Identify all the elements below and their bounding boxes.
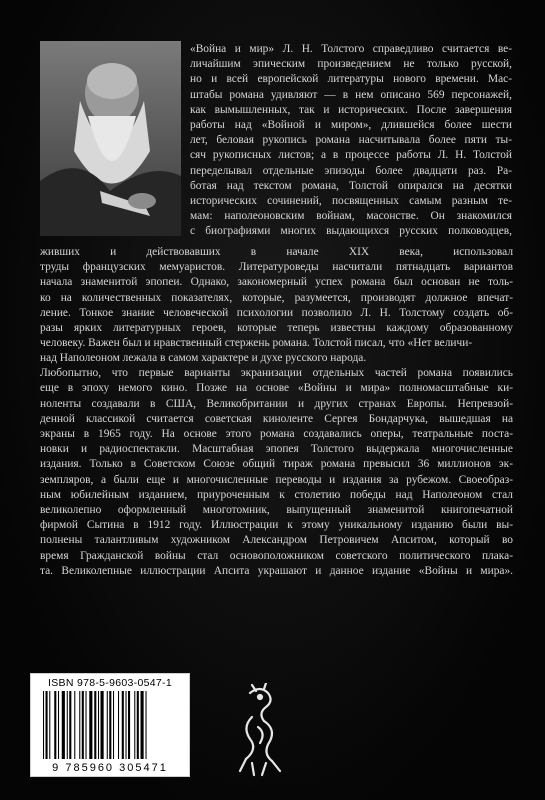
barcode-bar <box>113 691 114 759</box>
text-line: время Гражданской войны стал основоположником советского политического плака- <box>40 549 513 562</box>
barcode-bar <box>122 691 124 759</box>
text-line: лет, беловая рукопись романа насчитывала более пяти ты- <box>190 134 512 147</box>
text-line: начала знаменитой эпопеи. Однако, закономерный успех романа был основан не толь- <box>40 276 513 289</box>
barcode-bar <box>128 691 130 759</box>
barcode-bar <box>134 691 135 759</box>
annotation-adaptations <box>40 351 513 579</box>
barcode <box>30 673 190 777</box>
barcode-bar <box>126 691 127 759</box>
barcode-bar <box>67 691 68 759</box>
text-line: человеку. Важен был и нравственный стержень романа. Толстой писал, что «Нет величи- <box>40 337 473 350</box>
barcode-bar <box>79 691 80 759</box>
text-line: полнены талантливым художником Александром Петровичем Апситом, который во <box>40 534 513 547</box>
text-line: сяч рукописных листов; а в процессе работы Л. Н. Толстой <box>190 149 512 162</box>
text-line: фирмой Сытина в 1912 году. Иллюстрации к этому уникальному изданию были вы- <box>40 519 513 532</box>
dragon-emblem-icon <box>232 683 292 778</box>
barcode-bar <box>82 691 84 759</box>
text-line: переделывал отдельные эпизоды более двадцати раз. Ра- <box>190 164 512 177</box>
text-line: работы над «Войной и миром», длившейся более шести <box>190 119 512 132</box>
text-line: ноленты создавали в США, Великобритании и других странах Европы. Непревзой- <box>40 397 513 410</box>
barcode-bar <box>58 691 59 759</box>
text-line: «Война и мир» Л. Н. Толстого справедливо считается ве- <box>190 43 512 55</box>
text-line: великолепно оформленный многотомник, выпущенный знаменитой книгопечатной <box>40 504 513 517</box>
author-portrait <box>40 41 181 236</box>
text-line: живших и действовавших в начале XIX века, использовал <box>40 246 513 258</box>
portrait-illustration <box>40 41 181 236</box>
text-line: денной классикой считается советская киноленте Сергея Бондарчука, вышедшая на <box>40 412 513 425</box>
barcode-bar <box>86 691 87 759</box>
barcode-bars <box>41 691 179 759</box>
barcode-bar <box>43 691 44 759</box>
text-line: штабы романа удивляют — в нем описано 569 персонажей, <box>190 88 512 101</box>
text-line: над Наполеоном лежала в самом характере и духе русского народа. <box>40 352 367 364</box>
barcode-bar <box>101 691 104 759</box>
text-line: та. Великолепные иллюстрации Апсита украшают и данное издание «Войны и мира». <box>40 564 513 577</box>
barcode-bar <box>89 691 92 759</box>
barcode-bar <box>137 691 139 759</box>
text-line: ко на количественных показателях, которые, разумеется, производят должное впечат- <box>40 291 513 304</box>
barcode-bar <box>62 691 65 759</box>
text-line: но и всей европейской литературы нового времени. Мас- <box>190 73 512 86</box>
publisher-logo <box>232 683 292 778</box>
text-line: Любопытно, что первые варианты экранизации отдельных частей романа появились <box>40 367 513 380</box>
barcode-bar <box>118 691 119 759</box>
text-line: земпляров, а были еще и многочисленные переводы и издания за рубежом. Своеобраз- <box>40 473 513 486</box>
barcode-bar <box>46 691 48 759</box>
text-line: новки и радиоспектакли. Масштабная эпопея Толстого выдержала многочисленные <box>40 443 513 456</box>
isbn-label: ISBN 978-5-9603-0547-1 <box>48 677 172 689</box>
text-line: личайшим эпическим произведением не только русской, <box>190 58 512 71</box>
text-line: экраны в 1965 году. На основе этого романа создавались оперы, театральные поста- <box>40 428 513 441</box>
barcode-bar <box>109 691 111 759</box>
text-line: ным юбилейным изданием, приуроченным к столетию победы над Наполеоном стал <box>40 488 513 501</box>
barcode-bar <box>49 691 50 759</box>
text-line: ление. Тонкое знание человеческой психологии позволило Л. Н. Толстому создать об- <box>40 306 513 319</box>
text-line: как вымышленных, так и исторических. После завершения <box>190 103 512 116</box>
barcode-digits: 9 785960 305471 <box>52 762 168 774</box>
text-line: разы ярких литературных героев, которые теперь известны каждому образованному <box>40 322 513 335</box>
text-line: издания. Только в Советском Союзе общий тираж романа превысил 36 миллионов эк- <box>40 458 513 471</box>
barcode-bar <box>141 691 144 759</box>
text-line: труды французских мемуаристов. Литературоведы насчитали пятнадцать вариантов <box>40 261 513 274</box>
text-line: мам: наполеоновским войнам, масонстве. Он знакомился <box>190 210 512 223</box>
text-line: исторических сочинений, посвященных самым разным те- <box>190 195 512 208</box>
barcode-bar <box>74 691 75 759</box>
text-line: с биографиями многих выдающихся русских полководцев, <box>190 225 512 238</box>
barcode-bar <box>107 691 108 759</box>
barcode-bar <box>94 691 96 759</box>
text-line: еще в эпоху немого кино. Позже на основе «Войны и мира» полномасштабные ки- <box>40 382 513 395</box>
annotation-lower <box>40 245 513 351</box>
text-line: ботая над текстом романа, Толстой опирался на десятки <box>190 179 512 192</box>
barcode-bar <box>69 691 71 759</box>
barcode-bar <box>146 691 147 759</box>
annotation-upper <box>190 42 512 240</box>
barcode-bar <box>98 691 99 759</box>
barcode-bar <box>54 691 56 759</box>
